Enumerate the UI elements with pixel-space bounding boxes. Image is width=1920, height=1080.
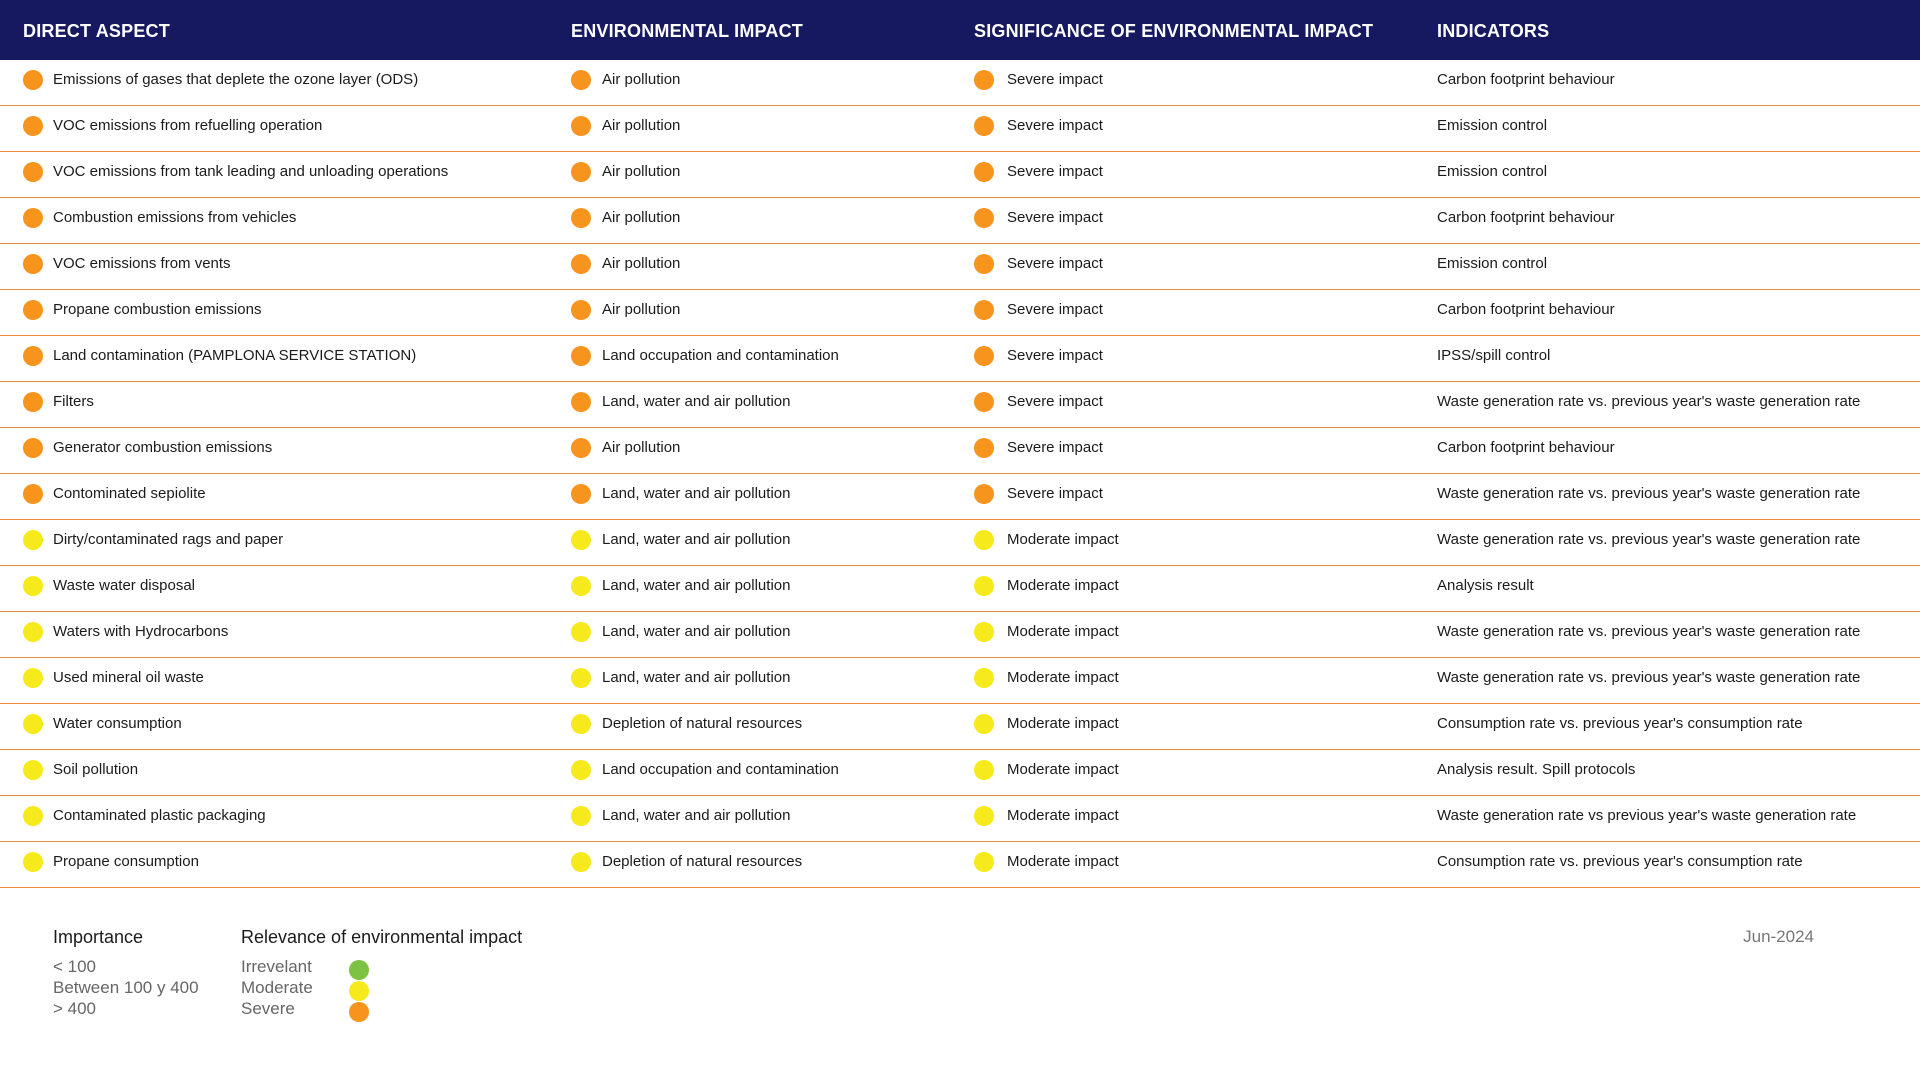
cell-direct-aspect: Soil pollution — [53, 761, 139, 778]
cell-environmental-impact: Air pollution — [602, 255, 681, 272]
cell-indicator: Waste generation rate vs previous year's waste generation rate — [1437, 807, 1857, 824]
moderate-dot-icon — [571, 852, 591, 872]
moderate-dot-icon — [349, 981, 369, 1001]
header-environmental-impact: ENVIRONMENTAL IMPACT — [571, 21, 803, 41]
table-row — [0, 842, 1920, 888]
cell-direct-aspect: Waste water disposal — [53, 577, 196, 594]
moderate-dot-icon — [571, 668, 591, 688]
cell-indicator: Emission control — [1437, 255, 1548, 272]
table-row — [0, 612, 1920, 658]
cell-significance: Moderate impact — [1007, 715, 1119, 732]
cell-direct-aspect: Water consumption — [53, 715, 182, 732]
table-header — [0, 0, 1920, 60]
cell-environmental-impact: Land, water and air pollution — [602, 807, 791, 824]
cell-environmental-impact: Air pollution — [602, 439, 681, 456]
severe-dot-icon — [571, 438, 591, 458]
severe-dot-icon — [23, 300, 43, 320]
cell-indicator: Waste generation rate vs. previous year's waste generation rate — [1437, 669, 1861, 686]
cell-environmental-impact: Air pollution — [602, 301, 681, 318]
cell-environmental-impact: Land, water and air pollution — [602, 577, 791, 594]
severe-dot-icon — [571, 300, 591, 320]
cell-direct-aspect: Combustion emissions from vehicles — [53, 209, 297, 226]
severe-dot-icon — [349, 1002, 369, 1022]
cell-environmental-impact: Depletion of natural resources — [602, 853, 803, 870]
severe-dot-icon — [23, 346, 43, 366]
cell-significance: Moderate impact — [1007, 761, 1119, 778]
importance-item: Between 100 y 400 — [53, 978, 199, 997]
cell-indicator: Carbon footprint behaviour — [1437, 301, 1615, 318]
cell-significance: Moderate impact — [1007, 577, 1119, 594]
cell-environmental-impact: Land, water and air pollution — [602, 669, 791, 686]
cell-significance: Severe impact — [1007, 347, 1103, 364]
severe-dot-icon — [974, 162, 994, 182]
severe-dot-icon — [974, 346, 994, 366]
moderate-dot-icon — [571, 806, 591, 826]
severe-dot-icon — [23, 162, 43, 182]
header-significance: SIGNIFICANCE OF ENVIRONMENTAL IMPACT — [974, 21, 1374, 41]
severe-dot-icon — [23, 254, 43, 274]
cell-significance: Severe impact — [1007, 439, 1103, 456]
moderate-dot-icon — [571, 530, 591, 550]
cell-direct-aspect: Waters with Hydrocarbons — [53, 623, 229, 640]
severe-dot-icon — [571, 208, 591, 228]
moderate-dot-icon — [23, 806, 43, 826]
moderate-dot-icon — [974, 576, 994, 596]
cell-indicator: Analysis result — [1437, 577, 1534, 594]
table-row — [0, 382, 1920, 428]
moderate-dot-icon — [974, 530, 994, 550]
severe-dot-icon — [974, 254, 994, 274]
severe-dot-icon — [571, 392, 591, 412]
cell-direct-aspect: VOC emissions from refuelling operation — [53, 117, 323, 134]
cell-indicator: Waste generation rate vs. previous year's waste generation rate — [1437, 623, 1861, 640]
cell-environmental-impact: Land occupation and contamination — [602, 347, 839, 364]
table-row — [0, 290, 1920, 336]
moderate-dot-icon — [974, 668, 994, 688]
severe-dot-icon — [23, 484, 43, 504]
cell-significance: Severe impact — [1007, 485, 1103, 502]
table-row — [0, 428, 1920, 474]
severe-dot-icon — [571, 346, 591, 366]
table-row — [0, 474, 1920, 520]
moderate-dot-icon — [571, 622, 591, 642]
importance-item: > 400 — [53, 999, 97, 1018]
cell-environmental-impact: Land, water and air pollution — [602, 623, 791, 640]
cell-direct-aspect: Propane combustion emissions — [53, 301, 262, 318]
cell-environmental-impact: Air pollution — [602, 117, 681, 134]
severe-dot-icon — [571, 254, 591, 274]
cell-significance: Moderate impact — [1007, 853, 1119, 870]
table-row — [0, 520, 1920, 566]
cell-direct-aspect: Used mineral oil waste — [53, 669, 204, 686]
cell-indicator: Consumption rate vs. previous year's consumption rate — [1437, 715, 1803, 732]
relevance-item-severe: Severe — [241, 999, 295, 1018]
severe-dot-icon — [23, 392, 43, 412]
table-row — [0, 796, 1920, 842]
table-row — [0, 244, 1920, 290]
cell-environmental-impact: Depletion of natural resources — [602, 715, 803, 732]
relevance-title: Relevance of environmental impact — [241, 927, 523, 947]
header-indicators: INDICATORS — [1437, 21, 1550, 41]
cell-significance: Moderate impact — [1007, 669, 1119, 686]
table-row — [0, 658, 1920, 704]
cell-indicator: Waste generation rate vs. previous year's waste generation rate — [1437, 531, 1861, 548]
table-row — [0, 750, 1920, 796]
moderate-dot-icon — [23, 622, 43, 642]
cell-direct-aspect: VOC emissions from vents — [53, 255, 231, 272]
cell-indicator: IPSS/spill control — [1437, 347, 1551, 364]
severe-dot-icon — [974, 392, 994, 412]
table-row — [0, 198, 1920, 244]
cell-environmental-impact: Air pollution — [602, 71, 681, 88]
cell-indicator: Consumption rate vs. previous year's consumption rate — [1437, 853, 1803, 870]
severe-dot-icon — [974, 300, 994, 320]
moderate-dot-icon — [23, 714, 43, 734]
moderate-dot-icon — [571, 714, 591, 734]
moderate-dot-icon — [974, 760, 994, 780]
moderate-dot-icon — [23, 530, 43, 550]
cell-significance: Severe impact — [1007, 117, 1103, 134]
cell-significance: Severe impact — [1007, 209, 1103, 226]
importance-item: < 100 — [53, 957, 97, 976]
severe-dot-icon — [974, 484, 994, 504]
table-row — [0, 566, 1920, 612]
cell-indicator: Emission control — [1437, 117, 1548, 134]
cell-direct-aspect: Generator combustion emissions — [53, 439, 273, 456]
moderate-dot-icon — [974, 806, 994, 826]
table-row — [0, 336, 1920, 382]
irrelevant-dot-icon — [349, 960, 369, 980]
relevance-item-moderate: Moderate — [241, 978, 313, 997]
cell-indicator: Waste generation rate vs. previous year's waste generation rate — [1437, 485, 1861, 502]
header-direct-aspect: DIRECT ASPECT — [23, 21, 170, 41]
severe-dot-icon — [23, 70, 43, 90]
cell-direct-aspect: Contaminated plastic packaging — [53, 807, 266, 824]
cell-direct-aspect: Contominated sepiolite — [53, 485, 206, 502]
cell-indicator: Carbon footprint behaviour — [1437, 209, 1615, 226]
legend — [0, 920, 1920, 1040]
table-body — [0, 60, 1920, 888]
cell-significance: Severe impact — [1007, 393, 1103, 410]
severe-dot-icon — [23, 438, 43, 458]
moderate-dot-icon — [571, 576, 591, 596]
severe-dot-icon — [571, 116, 591, 136]
cell-significance: Severe impact — [1007, 255, 1103, 272]
moderate-dot-icon — [974, 852, 994, 872]
table-row — [0, 704, 1920, 750]
severe-dot-icon — [974, 70, 994, 90]
cell-environmental-impact: Air pollution — [602, 209, 681, 226]
cell-significance: Severe impact — [1007, 301, 1103, 318]
table-row — [0, 60, 1920, 106]
cell-direct-aspect: Propane consumption — [53, 853, 199, 870]
cell-indicator: Carbon footprint behaviour — [1437, 71, 1615, 88]
table-row — [0, 152, 1920, 198]
cell-environmental-impact: Land, water and air pollution — [602, 393, 791, 410]
cell-environmental-impact: Air pollution — [602, 163, 681, 180]
severe-dot-icon — [23, 208, 43, 228]
severe-dot-icon — [23, 116, 43, 136]
cell-significance: Severe impact — [1007, 163, 1103, 180]
cell-direct-aspect: Dirty/contaminated rags and paper — [53, 531, 284, 548]
moderate-dot-icon — [23, 852, 43, 872]
severe-dot-icon — [974, 438, 994, 458]
importance-title: Importance — [53, 927, 144, 947]
moderate-dot-icon — [23, 760, 43, 780]
cell-significance: Moderate impact — [1007, 623, 1119, 640]
moderate-dot-icon — [974, 622, 994, 642]
cell-direct-aspect: Land contamination (PAMPLONA SERVICE STATION) — [53, 347, 417, 364]
cell-indicator: Carbon footprint behaviour — [1437, 439, 1615, 456]
severe-dot-icon — [974, 208, 994, 228]
table-row — [0, 106, 1920, 152]
severe-dot-icon — [571, 162, 591, 182]
moderate-dot-icon — [571, 760, 591, 780]
cell-direct-aspect: Emissions of gases that deplete the ozone layer (ODS) — [53, 71, 419, 88]
cell-significance: Moderate impact — [1007, 531, 1119, 548]
moderate-dot-icon — [974, 714, 994, 734]
cell-indicator: Analysis result. Spill protocols — [1437, 761, 1636, 778]
cell-significance: Severe impact — [1007, 71, 1103, 88]
relevance-item-irrelevant: Irrevelant — [241, 957, 312, 976]
cell-environmental-impact: Land, water and air pollution — [602, 531, 791, 548]
severe-dot-icon — [571, 70, 591, 90]
severe-dot-icon — [974, 116, 994, 136]
cell-direct-aspect: VOC emissions from tank leading and unloading operations — [53, 163, 449, 180]
cell-environmental-impact: Land occupation and contamination — [602, 761, 839, 778]
cell-indicator: Waste generation rate vs. previous year's waste generation rate — [1437, 393, 1861, 410]
severe-dot-icon — [571, 484, 591, 504]
cell-direct-aspect: Filters — [53, 393, 94, 410]
date-label: Jun-2024 — [1743, 927, 1814, 946]
moderate-dot-icon — [23, 668, 43, 688]
cell-environmental-impact: Land, water and air pollution — [602, 485, 791, 502]
moderate-dot-icon — [23, 576, 43, 596]
cell-significance: Moderate impact — [1007, 807, 1119, 824]
cell-indicator: Emission control — [1437, 163, 1548, 180]
